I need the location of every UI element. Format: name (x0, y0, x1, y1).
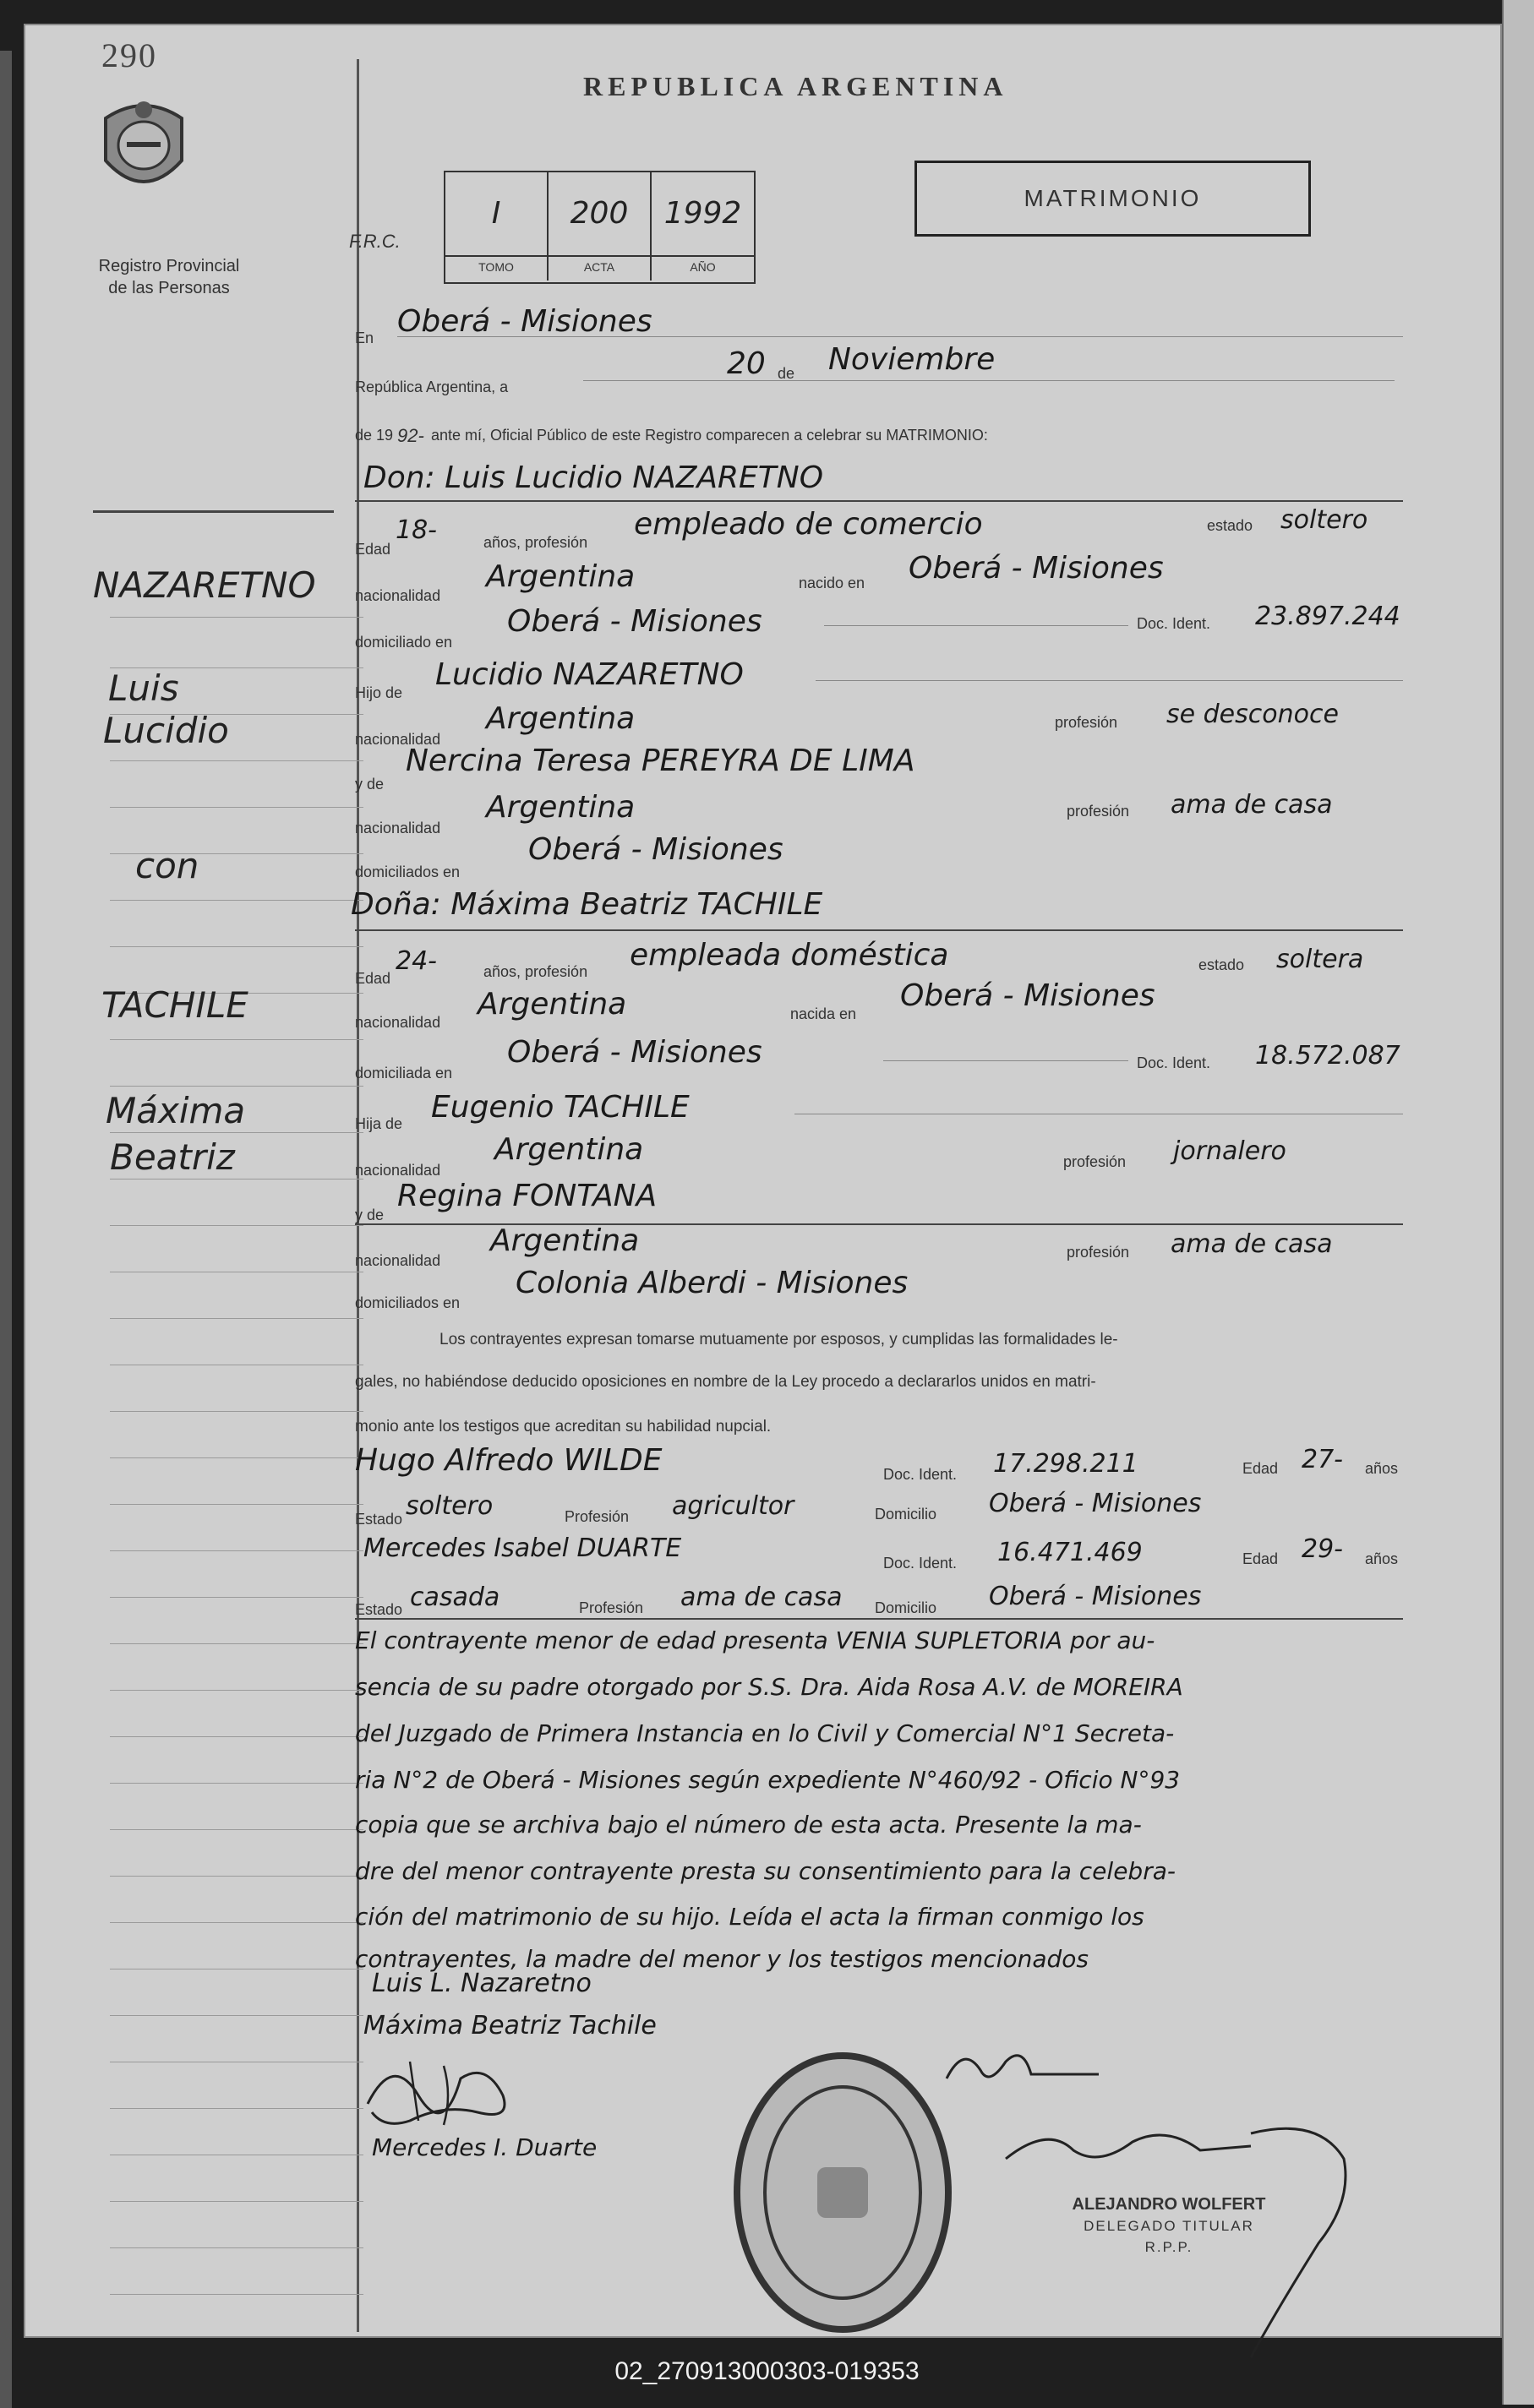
label-nacionalidad-5: nacionalidad (355, 1162, 441, 1179)
note-line-6: dre del menor contrayente presta su consentimiento para la celebra- (355, 1857, 1176, 1885)
note-line-8: contrayentes, la madre del menor y los testigos mencionados (355, 1945, 1089, 1973)
intro-text: ante mí, Oficial Público de este Registro comparecen a celebrar su MATRIMONIO: (431, 427, 988, 444)
witness2-domicile: Oberá - Misiones (989, 1582, 1202, 1611)
bride-domicile: Oberá - Misiones (507, 1035, 762, 1070)
label-w1-doc: Doc. Ident. (883, 1466, 958, 1483)
groom-mother-nationality: Argentina (486, 790, 636, 825)
tomo-acta-ano-box (444, 171, 756, 284)
margin-groom-name1: Luis (108, 667, 179, 709)
official-stamp-icon (731, 2049, 955, 2336)
label-estado-2: estado (1198, 956, 1245, 973)
groom-name: Don: Luis Lucidio NAZARETNO (363, 460, 824, 495)
note-line-5: copia que se archiva bajo el número de esta acta. Presente la ma- (355, 1811, 1142, 1839)
margin-groom-surname: NAZARETNO (93, 564, 316, 606)
groom-domicile: Oberá - Misiones (507, 604, 762, 639)
label-w1-anos: años (1365, 1460, 1399, 1477)
label-de: de (778, 365, 795, 382)
bride-doc: 18.572.087 (1255, 1041, 1400, 1071)
bride-father: Eugenio TACHILE (431, 1090, 690, 1125)
signature-groom: Luis L. Nazaretno (372, 1969, 592, 1998)
witness1-marital: soltero (406, 1491, 494, 1521)
label-domiciliado: domiciliado en (355, 634, 453, 651)
officer-title: DELEGADO TITULAR (1084, 2218, 1254, 2234)
margin-column (93, 59, 359, 2332)
witness1-domicile: Oberá - Misiones (989, 1489, 1202, 1518)
bride-father-profession: jornalero (1173, 1136, 1286, 1166)
bride-mother-profession: ama de casa (1171, 1229, 1333, 1259)
tomo-cell: I TOMO (445, 172, 549, 281)
note-line-4: ria N°2 de Oberá - Misiones según expediente N°460/92 - Oficio N°93 (355, 1766, 1181, 1794)
witness2-profession: ama de casa (680, 1583, 843, 1612)
label-nacida: nacida en (790, 1005, 857, 1022)
label-nacionalidad-4: nacionalidad (355, 1014, 441, 1031)
witness1-age: 27- (1302, 1445, 1343, 1474)
witness1-doc: 17.298.211 (993, 1449, 1138, 1479)
bride-parents-domicile: Colonia Alberdi - Misiones (516, 1266, 909, 1300)
formal-text-1: Los contrayentes expresan tomarse mutuamente por esposos, y cumplidas las formalidades le- (439, 1331, 1118, 1348)
note-line-2: sencia de su padre otorgado por S.S. Dra. Aida Rosa A.V. de MOREIRA (355, 1673, 1183, 1701)
groom-parents-domicile: Oberá - Misiones (528, 832, 783, 867)
groom-mother-profession: ama de casa (1171, 790, 1333, 820)
label-domiciliados: domiciliados en (355, 864, 461, 880)
coat-of-arms-icon (93, 93, 194, 203)
bride-mother-nationality: Argentina (490, 1223, 640, 1258)
witness2-age: 29- (1302, 1534, 1343, 1564)
label-w2-anos: años (1365, 1550, 1399, 1567)
intro-year-suffix: 92- (397, 425, 424, 446)
witness2-doc: 16.471.469 (997, 1538, 1143, 1567)
intro-place: Oberá - Misiones (397, 304, 652, 339)
header-title: REPUBLICA ARGENTINA (583, 71, 1008, 101)
label-y-de-2: y de (355, 1207, 385, 1223)
bride-age: 24- (396, 946, 437, 976)
label-profesion: profesión (1055, 714, 1118, 731)
groom-father-profession: se desconoce (1166, 700, 1339, 729)
formal-text-2: gales, no habiéndose deducido oposiciones en nombre de la Ley procedo a declararlos unidos en matri- (355, 1373, 1096, 1391)
label-estado: estado (1207, 517, 1253, 534)
groom-father: Lucidio NAZARETNO (435, 657, 744, 692)
right-page-edge (1502, 0, 1534, 2405)
officer-name: ALEJANDRO WOLFERT (1072, 2195, 1266, 2214)
signature-bride: Máxima Beatriz Tachile (363, 2011, 657, 2040)
label-nacido: nacido en (799, 575, 865, 591)
groom-nationality: Argentina (486, 559, 636, 594)
note-line-3: del Juzgado de Primera Instancia en lo Civil y Comercial N°1 Secreta- (355, 1719, 1175, 1747)
label-w1-profesion: Profesión (565, 1508, 630, 1525)
label-edad-2: Edad (355, 970, 391, 987)
footer-id: 02_270913000303-019353 (614, 2357, 920, 2385)
officer-org: R.P.P. (1144, 2239, 1193, 2255)
ano-cell: 1992 AÑO (652, 172, 754, 281)
groom-age: 18- (396, 515, 437, 545)
label-w2-domicilio: Domicilio (875, 1599, 937, 1616)
margin-bride-name1: Máxima (106, 1090, 246, 1131)
left-binding-edge (0, 51, 12, 2408)
groom-profession: empleado de comercio (634, 507, 983, 542)
label-profesion-4: profesión (1067, 1244, 1130, 1261)
signature-witness2: Mercedes I. Duarte (372, 2133, 598, 2161)
bride-birthplace: Oberá - Misiones (900, 978, 1155, 1013)
acta-cell: 200 ACTA (549, 172, 652, 281)
document-type-box: MATRIMONIO (914, 161, 1311, 237)
label-w2-edad: Edad (1242, 1550, 1279, 1567)
groom-doc: 23.897.244 (1255, 602, 1400, 631)
label-w2-profesion: Profesión (579, 1599, 644, 1616)
bride-nationality: Argentina (478, 987, 627, 1021)
label-domiciliada: domiciliada en (355, 1065, 453, 1081)
label-domiciliados-2: domiciliados en (355, 1294, 461, 1311)
label-anos-prof: años, profesión (483, 534, 588, 551)
label-nacionalidad: nacionalidad (355, 587, 441, 604)
groom-marital: soltero (1280, 505, 1368, 535)
label-edad: Edad (355, 541, 391, 558)
label-w2-doc: Doc. Ident. (883, 1555, 958, 1572)
frc-label: F.R.C. (349, 231, 401, 252)
label-nacionalidad-3: nacionalidad (355, 820, 441, 836)
label-w1-domicilio: Domicilio (875, 1506, 937, 1523)
note-line-1: El contrayente menor de edad presenta VENIA SUPLETORIA por au- (355, 1626, 1155, 1654)
note-line-7: ción del matrimonio de su hijo. Leída el acta la firman conmigo los (355, 1903, 1144, 1931)
margin-groom-name2: Lucidio (103, 710, 229, 751)
bride-profession: empleada doméstica (630, 938, 949, 972)
witness2-name: Mercedes Isabel DUARTE (363, 1534, 682, 1563)
label-nacionalidad-2: nacionalidad (355, 731, 441, 748)
label-nacionalidad-6: nacionalidad (355, 1252, 441, 1269)
label-profesion-2: profesión (1067, 803, 1130, 820)
officer-block (1017, 2194, 1321, 2258)
signature-mother-icon (938, 2036, 1107, 2104)
witness1-profession: agricultor (672, 1491, 794, 1521)
bride-marital: soltera (1276, 945, 1364, 974)
margin-bride-surname: TACHILE (101, 984, 248, 1026)
label-hija: Hija de (355, 1115, 403, 1132)
label-anos-prof-2: años, profesión (483, 963, 588, 980)
intro-day: 20 (727, 346, 766, 381)
witness2-marital: casada (410, 1583, 500, 1612)
label-doc-ident: Doc. Ident. (1137, 615, 1211, 632)
bride-mother: Regina FONTANA (397, 1179, 658, 1213)
label-w1-edad: Edad (1242, 1460, 1279, 1477)
margin-con: con (135, 845, 199, 886)
label-y-de: y de (355, 776, 385, 793)
label-w2-estado: Estado (355, 1601, 403, 1618)
signature-witness1-icon (359, 2045, 545, 2138)
witness1-name: Hugo Alfredo WILDE (355, 1443, 663, 1478)
groom-birthplace: Oberá - Misiones (909, 551, 1164, 586)
label-republica: República Argentina, a (355, 379, 509, 395)
page-number: 290 (101, 36, 157, 74)
margin-separator (93, 510, 334, 513)
label-hijo: Hijo de (355, 684, 403, 701)
bride-father-nationality: Argentina (494, 1132, 644, 1167)
intro-month: Noviembre (828, 342, 996, 377)
label-profesion-3: profesión (1063, 1153, 1127, 1170)
registry-label: Registro Provincial de las Personas (98, 257, 240, 297)
label-doc-ident-2: Doc. Ident. (1137, 1054, 1211, 1071)
groom-father-nationality: Argentina (486, 701, 636, 736)
bride-name: Doña: Máxima Beatriz TACHILE (351, 887, 823, 922)
margin-bride-name2: Beatriz (110, 1136, 235, 1178)
formal-text-3: monio ante los testigos que acreditan su habilidad nupcial. (355, 1418, 772, 1436)
groom-mother: Nercina Teresa PEREYRA DE LIMA (406, 744, 915, 778)
label-year-prefix: de 19 (355, 427, 394, 444)
label-en: En (355, 330, 374, 346)
label-w1-estado: Estado (355, 1511, 403, 1528)
